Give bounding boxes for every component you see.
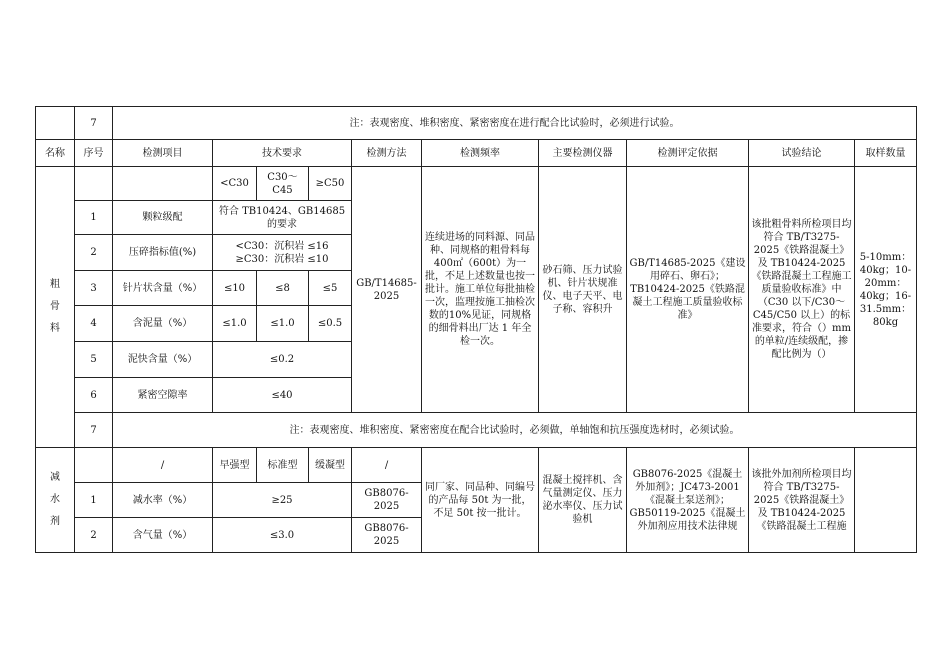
reducer-head-item: / [113, 448, 213, 483]
reducer-conclusion: 该批外加剂所检项目均符合 TB/T3275-2025《铁路混凝土》及 TB10424-2025《铁路混凝土工程施 [749, 448, 855, 553]
grade-c30-c45: C30～C45 [257, 167, 309, 201]
reducer-sample [855, 448, 917, 553]
row-requirement: ≤40 [213, 378, 352, 413]
row-requirement: <C30：沉积岩 ≤16 ≥C30：沉积岩 ≤10 [213, 235, 352, 271]
row-item: 泥快含量（%） [113, 342, 213, 378]
row-method: GB8076-2025 [352, 483, 422, 518]
note-text: 注：表观密度、堆积密度、紧密密度在进行配合比试验时，必须进行试验。 [113, 107, 917, 140]
row-seq: 3 [75, 271, 113, 306]
empty-cell [75, 448, 113, 483]
row-requirement: ≥25 [213, 483, 352, 518]
header-conclusion: 试验结论 [749, 140, 855, 167]
reducer-head-method: / [352, 448, 422, 483]
row-item: 减水率（%） [113, 483, 213, 518]
empty-cell [75, 167, 113, 201]
empty-cell [36, 107, 75, 140]
reducer-frequency: 同厂家、同品种、同编号的产品每 50t 为一批，不足 50t 按一批计。 [422, 448, 539, 553]
header-instrument: 主要检测仪器 [539, 140, 627, 167]
reducer-instrument: 混凝土搅拌机、含气量测定仪、压力泌水率仪、压力试验机 [539, 448, 627, 553]
row-value: ≤10 [213, 271, 257, 306]
row-method: GB8076-2025 [352, 518, 422, 553]
row-item: 含气量（%） [113, 518, 213, 553]
top-note-row [36, 107, 917, 140]
reducer-basis: GB8076-2025《混凝土外加剂》；JC473-2001《混凝土泵送剂》；GB50119-2025《混凝土外加剂应用技术法律规 [627, 448, 749, 553]
row-seq: 1 [75, 483, 113, 518]
row-value: ≤8 [257, 271, 309, 306]
row-seq: 1 [75, 201, 113, 235]
note-seq: 7 [75, 107, 113, 140]
coarse-name: 粗 骨 料 [36, 167, 75, 448]
row-item: 针片状含量（%） [113, 271, 213, 306]
coarse-method: GB/T14685- 2025 [352, 167, 422, 413]
grade-lt-c30: <C30 [213, 167, 257, 201]
row-seq: 4 [75, 306, 113, 342]
reducer-subheader-row [36, 448, 917, 483]
coarse-instrument: 砂石筛、压力试验机、针片状规准仪、电子天平、电子称、容积升 [539, 167, 627, 413]
header-basis: 检测评定依据 [627, 140, 749, 167]
row-seq: 6 [75, 378, 113, 413]
type-early-strength: 早强型 [213, 448, 257, 483]
type-standard: 标准型 [257, 448, 309, 483]
header-item: 检测项目 [113, 140, 213, 167]
row-seq: 2 [75, 518, 113, 553]
row-requirement: ≤3.0 [213, 518, 352, 553]
header-requirement: 技术要求 [213, 140, 352, 167]
row-requirement: 符合 TB10424、GB14685 的要求 [213, 201, 352, 235]
row-seq: 5 [75, 342, 113, 378]
note-text: 注：表观密度、堆积密度、紧密密度在配合比试验时，必须做，单轴饱和抗压强度选材时，必须试验。 [113, 413, 917, 448]
row-value: ≤1.0 [257, 306, 309, 342]
coarse-subheader-row [36, 167, 917, 201]
coarse-sample: 5-10mm：40kg；10-20mm：40kg；16-31.5mm：80kg [855, 167, 917, 413]
empty-cell [113, 167, 213, 201]
header-frequency: 检测频率 [422, 140, 539, 167]
reducer-name: 减 水 剂 [36, 448, 75, 553]
row-item: 含泥量（%） [113, 306, 213, 342]
coarse-note-row [36, 413, 917, 448]
note-seq: 7 [75, 413, 113, 448]
coarse-frequency: 连续进场的同料源、同品种、同规格的粗骨料每 400㎡（600t）为一批，不足上述数量也按一批计。施工单位每批抽检一次，监理按施工抽检次数的10%见证，同规格的细骨料出厂达 1 年全检一次。 [422, 167, 539, 413]
header-seq: 序号 [75, 140, 113, 167]
type-retarding: 缓凝型 [309, 448, 352, 483]
row-value: ≤1.0 [213, 306, 257, 342]
header-name: 名称 [36, 140, 75, 167]
row-value: ≤0.5 [309, 306, 352, 342]
row-item: 压碎指标值(%) [113, 235, 213, 271]
grade-ge-c50: ≥C50 [309, 167, 352, 201]
row-requirement: ≤0.2 [213, 342, 352, 378]
row-item: 紧密空隙率 [113, 378, 213, 413]
row-value: ≤5 [309, 271, 352, 306]
coarse-conclusion: 该批粗骨料所检项目均符合 TB/T3275-2025《铁路混凝土》及 TB10424-2025《铁路混凝土工程施工质量验收标准》中（C30 以下/C30～C45/C50 以上）的标准要求，符合（）mm 的单粒/连续级配，掺配比例为（） [749, 167, 855, 413]
row-seq: 2 [75, 235, 113, 271]
row-item: 颗粒级配 [113, 201, 213, 235]
header-row [36, 140, 917, 167]
header-method: 检测方法 [352, 140, 422, 167]
header-sample: 取样数量 [855, 140, 917, 167]
coarse-basis: GB/T14685-2025《建设用碎石、卵石》；TB10424-2025《铁路混凝土工程施工质量验收标准》 [627, 167, 749, 413]
inspection-table [35, 106, 917, 553]
